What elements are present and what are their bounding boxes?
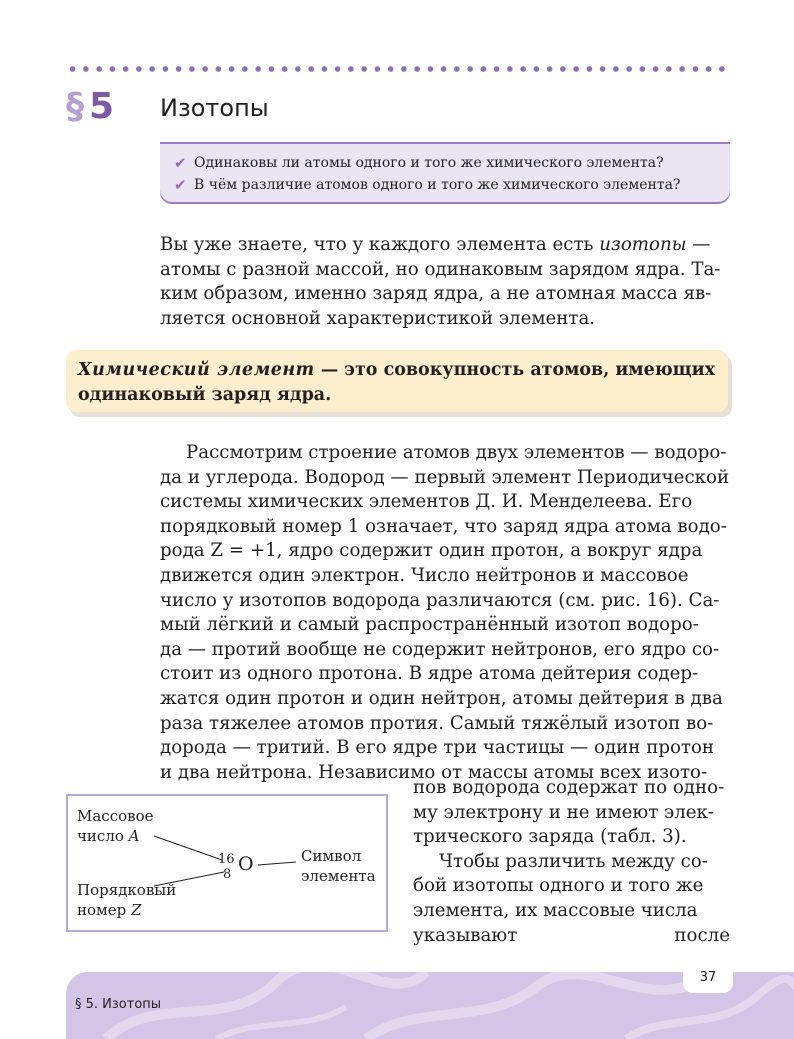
check-icon: ✔ <box>174 176 187 194</box>
label-line: элемента <box>301 867 376 885</box>
text-line: системы химических элементов Д. И. Менделеева. Его <box>160 491 693 513</box>
definition-line: одинаковый заряд ядра. <box>78 385 332 405</box>
section-number-value: 5 <box>89 86 114 127</box>
intro-line: ким образом, именно заряд ядра, а не атомная масса яв- <box>160 283 712 305</box>
text-line: трического заряда (табл. 3). <box>413 826 687 848</box>
intro-line: ляется основной характеристикой элемента. <box>160 307 596 329</box>
text-line: и два нейтрона. Независимо от массы атомы всех изото- <box>160 761 708 783</box>
check-icon: ✔ <box>174 154 187 172</box>
section-symbol: § <box>66 86 83 127</box>
atomic-number-label <box>77 880 176 920</box>
text-line: бой изотопы одного и того же <box>413 875 704 897</box>
label-line: Массовое <box>77 807 154 825</box>
text-line: число у изотопов водорода различаются (см. рис. 16). Са- <box>160 589 720 611</box>
text-line: раза тяжелее атомов протия. Самый тяжёлый изотоп во- <box>160 712 714 734</box>
label-variable: Z <box>130 901 142 919</box>
question-text: В чём различие атомов одного и того же химического элемента? <box>194 177 681 193</box>
label-text: номер <box>77 901 131 919</box>
text-line: дорода — тритий. В его ядре три частицы — один протон <box>160 737 715 759</box>
definition-box <box>66 350 728 412</box>
text-line: рода Z = +1, ядро содержит один протон, а вокруг ядра <box>160 540 703 562</box>
text-line: порядковый номер 1 означает, что заряд ядра атома водо- <box>160 515 727 537</box>
intro-text: — <box>686 234 711 255</box>
mass-number-label <box>77 806 154 846</box>
label-text: число <box>77 827 129 845</box>
dotted-divider <box>66 64 728 74</box>
running-title: § 5. Изотопы <box>75 997 162 1012</box>
page-number: 37 <box>683 963 733 993</box>
isotopes-term: изотопы <box>599 234 687 255</box>
element-notation <box>218 848 258 888</box>
text-line: жатся один протон и один нейтрон, атомы дейтерия в два <box>160 687 723 709</box>
text-line: Чтобы различить между со- <box>439 850 708 872</box>
label-line <box>77 900 176 920</box>
label-line: Символ <box>301 847 362 865</box>
wrapped-paragraph <box>413 776 730 948</box>
intro-text: Вы уже знаете, что у каждого элемента есть <box>160 234 600 255</box>
isotope-notation-figure <box>66 794 388 932</box>
intro-line: атомы с разной массой, но одинаковым зарядом ядра. Та- <box>160 258 721 280</box>
page-title: Изотопы <box>160 94 269 122</box>
question-text: Одинаковы ли атомы одного и того же химического элемента? <box>194 155 664 171</box>
atomic-number: 8 <box>223 867 232 882</box>
text-line: пов водорода содержат по одно- <box>413 777 725 798</box>
mass-number: 16 <box>218 852 235 867</box>
label-variable: A <box>128 827 140 845</box>
text-line: да и углерода. Водород — первый элемент Периодической <box>160 466 730 488</box>
questions-box <box>160 142 730 204</box>
text-line: стоит из одного протона. В ядре атома дейтерия содер- <box>160 663 699 685</box>
text-line: движется один электрон. Число нейтронов и массовое <box>160 564 689 586</box>
definition-term: Химический элемент <box>78 360 315 380</box>
text-line: да — протий вообще не содержит нейтронов, его ядро со- <box>160 638 720 660</box>
main-paragraph <box>160 441 730 785</box>
definition-text: — это совокупность атомов, имеющих <box>314 360 716 380</box>
text-line: Рассмотрим строение атомов двух элементов — водоро- <box>186 442 727 463</box>
text-line: му электрону и не имеют элек- <box>413 801 715 823</box>
question-item <box>174 152 720 174</box>
label-line: Порядковый <box>77 881 177 899</box>
text-line: указывают после <box>413 924 730 946</box>
question-item <box>174 174 720 196</box>
text-line: элемента, их массовые числа <box>413 899 698 921</box>
element-symbol: O <box>238 853 254 875</box>
intro-paragraph <box>160 233 730 331</box>
text-line: мый лёгкий и самый распространённый изотоп водоро- <box>160 614 699 636</box>
definition-line <box>78 358 716 383</box>
element-symbol-label <box>301 846 376 886</box>
label-line <box>77 826 154 846</box>
section-number <box>66 86 136 127</box>
intro-line <box>160 233 730 258</box>
